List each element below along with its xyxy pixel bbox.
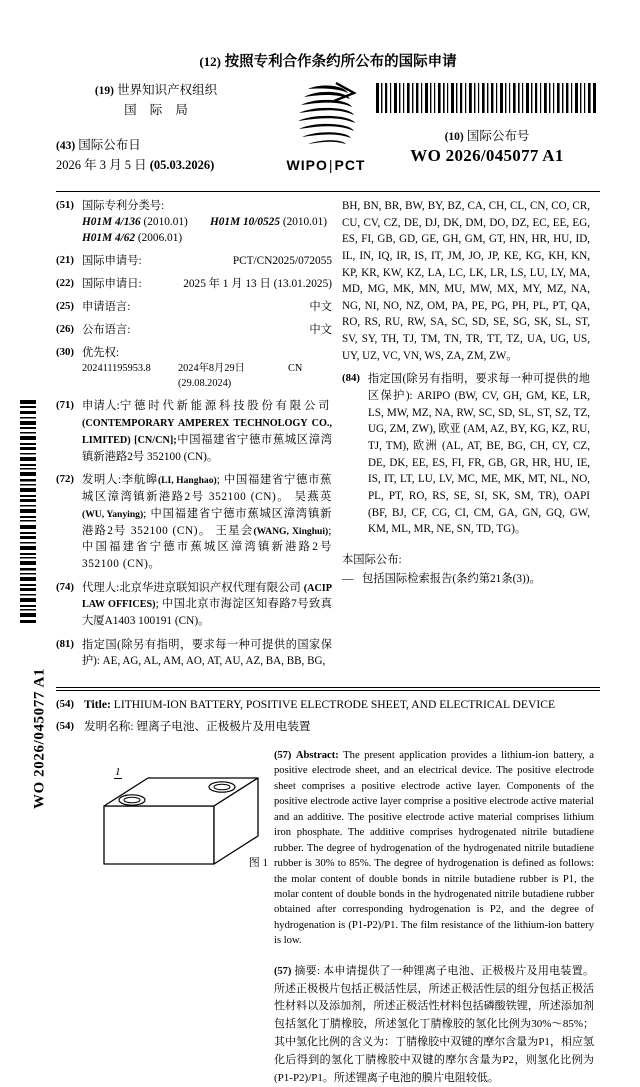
figure-column xyxy=(56,748,274,1087)
priority-code: (30) xyxy=(56,346,74,359)
inventor-0-name-cn: 李航皞 xyxy=(121,474,158,487)
appdate-value: 2025 年 1 月 13 日 (13.01.2025) xyxy=(183,278,332,291)
inventor-0-address: ; 中国福建省宁德市蕉城区漳湾镇新港路2号 352100 (CN)。 xyxy=(82,474,332,504)
pubdate-value: 2026 年 3 月 5 日 xyxy=(56,158,147,173)
regional-states-text: ARIPO (BW, CV, GH, GM, KE, LR, LS, MW, MZ, NA, RW, SC, SD, SL, ST, SZ, TZ, UG, ZM, ZW), 欧亚 (AM, AZ, BY, KG, KZ, RU, TJ, TM), 欧洲 (AL, AT, BE, BG, CH, CY, CZ, DE, DK, EE, ES, FI, FR, GB, GR, HR, HU, IE, IS, IT, LT, LU, LV, MC, ME, MK, MT, NL, NO, PL, PT, RO, RS, SE, SI, SK, SM, TR), OAPI (BF, BJ, CF, CG, CI, CM, GA, GN, GQ, GW, KM, ML, MR, NE, SN, TD, TG)。 xyxy=(368,390,590,536)
pub-lang-value: 中文 xyxy=(309,324,332,337)
wipo-text: WIPO xyxy=(286,157,328,173)
abstract-cn-code: (57) xyxy=(274,965,292,977)
figure-ref-label: 1 xyxy=(115,765,121,778)
field-priority xyxy=(56,345,332,391)
designated-states-code: (81) xyxy=(56,637,74,650)
agent-address: ; 中国北京市海淀区知春路7号致真大厦A1403 100191 (CN)。 xyxy=(82,598,332,628)
title-en-code: (54) xyxy=(56,698,74,711)
field-application-number xyxy=(56,253,332,269)
field-applicant xyxy=(56,398,332,465)
battery-cell-icon xyxy=(62,760,274,872)
applicant-label: 申请人: xyxy=(82,400,120,413)
kind-code: (12) xyxy=(199,54,222,69)
header-divider xyxy=(56,191,600,192)
inventor-2-name-cn: 王星会 xyxy=(215,524,254,537)
ipc-version-2: (2006.01) xyxy=(137,232,183,245)
publication-note xyxy=(342,552,590,588)
title-en-row xyxy=(56,696,600,713)
title-divider-top2 xyxy=(56,690,600,691)
publication-date-block xyxy=(56,135,268,175)
title-cn-code: (54) xyxy=(56,720,74,733)
org-name: 世界知识产权组织 xyxy=(117,83,218,97)
appno-value: PCT/CN2025/072055 xyxy=(232,255,332,268)
abstract-en-label: Abstract: xyxy=(295,749,339,761)
applicant-name-cn: 宁德时代新能源科技股份有限公司 xyxy=(119,400,332,413)
title-block xyxy=(56,687,600,736)
field-inventors xyxy=(56,472,332,572)
inventor-2-address: ; 中国福建省宁德市蕉城区漳湾镇新港路2号 352100 (CN)。 xyxy=(82,524,332,570)
figure-caption: 图 1 xyxy=(248,856,268,869)
ipc-code: (51) xyxy=(56,199,74,211)
field-ipc xyxy=(56,198,332,246)
pub-lang-label: 公布语言: xyxy=(82,324,131,337)
ipc-symbol-0: H01M 4/136 xyxy=(82,216,141,229)
abstract-en xyxy=(274,748,594,949)
appdate-label: 国际申请日: xyxy=(82,278,142,291)
abstract-section xyxy=(56,748,600,1087)
priority-label: 优先权: xyxy=(82,347,120,360)
abstract-en-text: The present application provides a lithium-ion battery, a positive electrode sheet, and an electrical device. The positive electrode sheet comprises a positive electrode active layer. Components of the positive electrode active layer comprise a positive electrode active material and an additive. The positive electrode active material comprises lithium iron phosphate. The additive comprises hydrogenated nitrile butadiene rubber. The degree of hydrogenation of the hydrogenated nitrile butadiene rubber is 30% to 85%. The degree of hydrogenation is defined as follows: the molar content of double bonds in nitrile butadiene rubber is P1, the molar content of double bonds in the hydrogenated nitrile butadiene rubber obtained after corresponding hydrogenation is P2, and the degree of hydrogenation is (P1-P2)/P1. The film resistance of the lithium-ion battery is low. xyxy=(274,749,594,947)
agent-label: 代理人: xyxy=(82,581,120,594)
title-cn-value: 锂离子电池、正极极片及用电装置 xyxy=(136,720,311,734)
abstract-cn-text: 本申请提供了一种锂离子电池、正极极片及用电装置。所述正极极片包括正极活性层，所述正极活性层的组分包括正极活性材料以及添加剂，所述正极活性材料包括磷酸铁锂，所述添加剂包括氢化丁腈橡胶，所述氢化丁腈橡胶的氢化比例为30%～85%；其中氢化比例的含义为：丁腈橡胶中双键的摩尔含量为P1，相应氢化后得到的氢化丁腈橡胶中双键的摩尔含量为P2，则氢化比例为(P1-P2)/P1。所述锂离子电池的膜片电阻较低。 xyxy=(274,964,595,1084)
spine-publication-number: WO 2026/045077 A1 xyxy=(31,667,48,810)
abstract-column xyxy=(274,748,594,1087)
wipo-logo xyxy=(271,79,381,173)
ipc-version-1: (2010.01) xyxy=(282,216,328,229)
pubdate-code: (43) xyxy=(56,140,76,152)
field-designated-states xyxy=(56,637,332,670)
title-en-label: Title: xyxy=(84,698,111,712)
ipc-symbol-2: H01M 4/62 xyxy=(82,232,136,245)
abstract-cn-label: 摘要: xyxy=(294,964,321,977)
inventor-1-address: ; 中国福建省宁德市蕉城区漳湾镇新港路2号 352100 (CN)。 xyxy=(82,507,332,537)
publication-number-label xyxy=(374,126,600,144)
publication-note-heading: 本国际公布: xyxy=(342,553,402,566)
regional-states-label: 指定国(除另有指明，要求每一种可提供的地区保护): xyxy=(368,373,590,403)
applicant-nationality: [CN/CN]; xyxy=(134,434,177,446)
title-cn-label: 发明名称: xyxy=(84,720,134,734)
document-body xyxy=(56,30,600,1087)
publication-barcode xyxy=(374,83,600,113)
filing-lang-code: (25) xyxy=(56,300,74,313)
appdate-code: (22) xyxy=(56,277,74,290)
ipc-version-0: (2010.01) xyxy=(143,216,188,229)
wipo-globe-icon xyxy=(278,79,374,155)
bibliographic-data xyxy=(56,198,600,677)
biblio-right-column xyxy=(342,198,590,677)
wipo-wordmark xyxy=(271,157,381,173)
abstract-en-code: (57) xyxy=(274,749,292,761)
org-code: (19) xyxy=(94,85,115,97)
priority-date: 2024年8月29日 (29.08.2024) xyxy=(178,363,245,389)
filing-lang-label: 申请语言: xyxy=(82,301,131,314)
publication-note-dash: — xyxy=(342,572,354,585)
field-filing-language xyxy=(56,299,332,315)
priority-number: 202411195953.8 xyxy=(82,363,151,375)
vertical-barcode xyxy=(20,398,36,628)
kind-title-text: 按照专利合作条约所公布的国际申请 xyxy=(224,54,457,70)
title-divider-top xyxy=(56,687,600,688)
inventor-1-name-cn: 吴燕英 xyxy=(294,491,332,504)
designated-states-label: 指定国(除另有指明，要求每一种可提供的国家保护): xyxy=(82,638,332,668)
inventor-2-name-en: (WANG, Xinghui) xyxy=(253,525,329,537)
biblio-left-column xyxy=(56,198,342,677)
applicant-address: 中国福建省宁德市蕉城区漳湾镇新港路2号 352100 (CN)。 xyxy=(82,433,332,463)
ipc-label: 国际专利分类号: xyxy=(82,200,165,212)
agent-name-cn: 北京华进京联知识产权代理有限公司 xyxy=(119,581,301,594)
filing-lang-value: 中文 xyxy=(309,301,332,314)
pubdate-paren: (05.03.2026) xyxy=(149,158,215,173)
publication-number-block xyxy=(374,83,600,166)
applicant-code: (71) xyxy=(56,399,74,412)
designated-states-continuation: BH, BN, BR, BW, BY, BZ, CA, CH, CL, CN, CO, CR, CU, CV, CZ, DE, DJ, DK, DM, DO, DZ, EC, EE, EG, ES, FI, GB, GD, GE, GH, GM, GT, HN, HR, HU, ID, IL, IN, IQ, IR, IS, IT, JM, JO, JP, KE, KG, KH, KN, KP, KR, KW, KZ, LA, LC, LK, LR, LS, LU, LY, MA, MD, MG, MK, MN, MU, MW, MX, MY, MZ, NA, NG, NI, NO, NZ, OM, PA, PE, PG, PH, PL, PT, QA, RO, RS, RU, RW, SA, SC, SD, SE, SG, SK, SL, ST, SV, SY, TH, TJ, TM, TN, TR, TT, TZ, UA, UG, US, UY, UZ, VC, VN, WS, ZA, ZM, ZW。 xyxy=(342,200,590,362)
field-publication-language xyxy=(56,322,332,338)
publication-note-item: 包括国际检索报告(条约第21条(3))。 xyxy=(362,572,541,585)
agent-name-en: (ACIP LAW OFFICES) xyxy=(82,582,332,611)
pub-lang-code: (26) xyxy=(56,323,74,336)
appno-label: 国际申请号: xyxy=(82,255,142,268)
publication-kind-title xyxy=(56,50,600,71)
regional-states-code: (84) xyxy=(342,372,360,385)
org-bureau: 国 际 局 xyxy=(124,102,193,117)
page-spine xyxy=(8,30,54,890)
battery-cell-drawing xyxy=(62,760,274,872)
issuing-office xyxy=(56,81,256,120)
abstract-cn xyxy=(274,963,594,1087)
ipc-symbol-1: H01M 10/0525 xyxy=(210,216,280,229)
designated-states-codes-part: AE, AG, AL, AM, AO, AT, AU, AZ, BA, BB, BG, xyxy=(102,655,326,668)
pct-text: PCT xyxy=(334,157,366,173)
inventor-0-name-en: (LI, Hanghao) xyxy=(157,475,217,487)
inventors-code: (72) xyxy=(56,473,74,486)
field-agent xyxy=(56,580,332,630)
field-regional-states xyxy=(342,371,590,537)
agent-code: (74) xyxy=(56,580,74,593)
appno-code: (21) xyxy=(56,254,74,267)
applicant-name-en: (CONTEMPORARY AMPEREX TECHNOLOGY CO., LIMITED) xyxy=(82,418,332,446)
publication-number-value: WO 2026/045077 A1 xyxy=(410,146,564,165)
field-application-date xyxy=(56,276,332,292)
header-band xyxy=(56,77,600,189)
wipo-separator: | xyxy=(328,157,334,173)
inventors-label: 发明人: xyxy=(82,474,122,487)
pubno-code: (10) xyxy=(444,131,464,143)
inventor-1-name-en: (WU, Yanying) xyxy=(82,508,144,520)
pubdate-label: 国际公布日 xyxy=(78,138,141,152)
title-cn-row xyxy=(56,718,600,735)
pubno-label-text: 国际公布号 xyxy=(466,129,530,143)
priority-country: CN xyxy=(288,363,303,375)
title-en-value: LITHIUM-ION BATTERY, POSITIVE ELECTRODE SHEET, AND ELECTRICAL DEVICE xyxy=(113,698,556,712)
